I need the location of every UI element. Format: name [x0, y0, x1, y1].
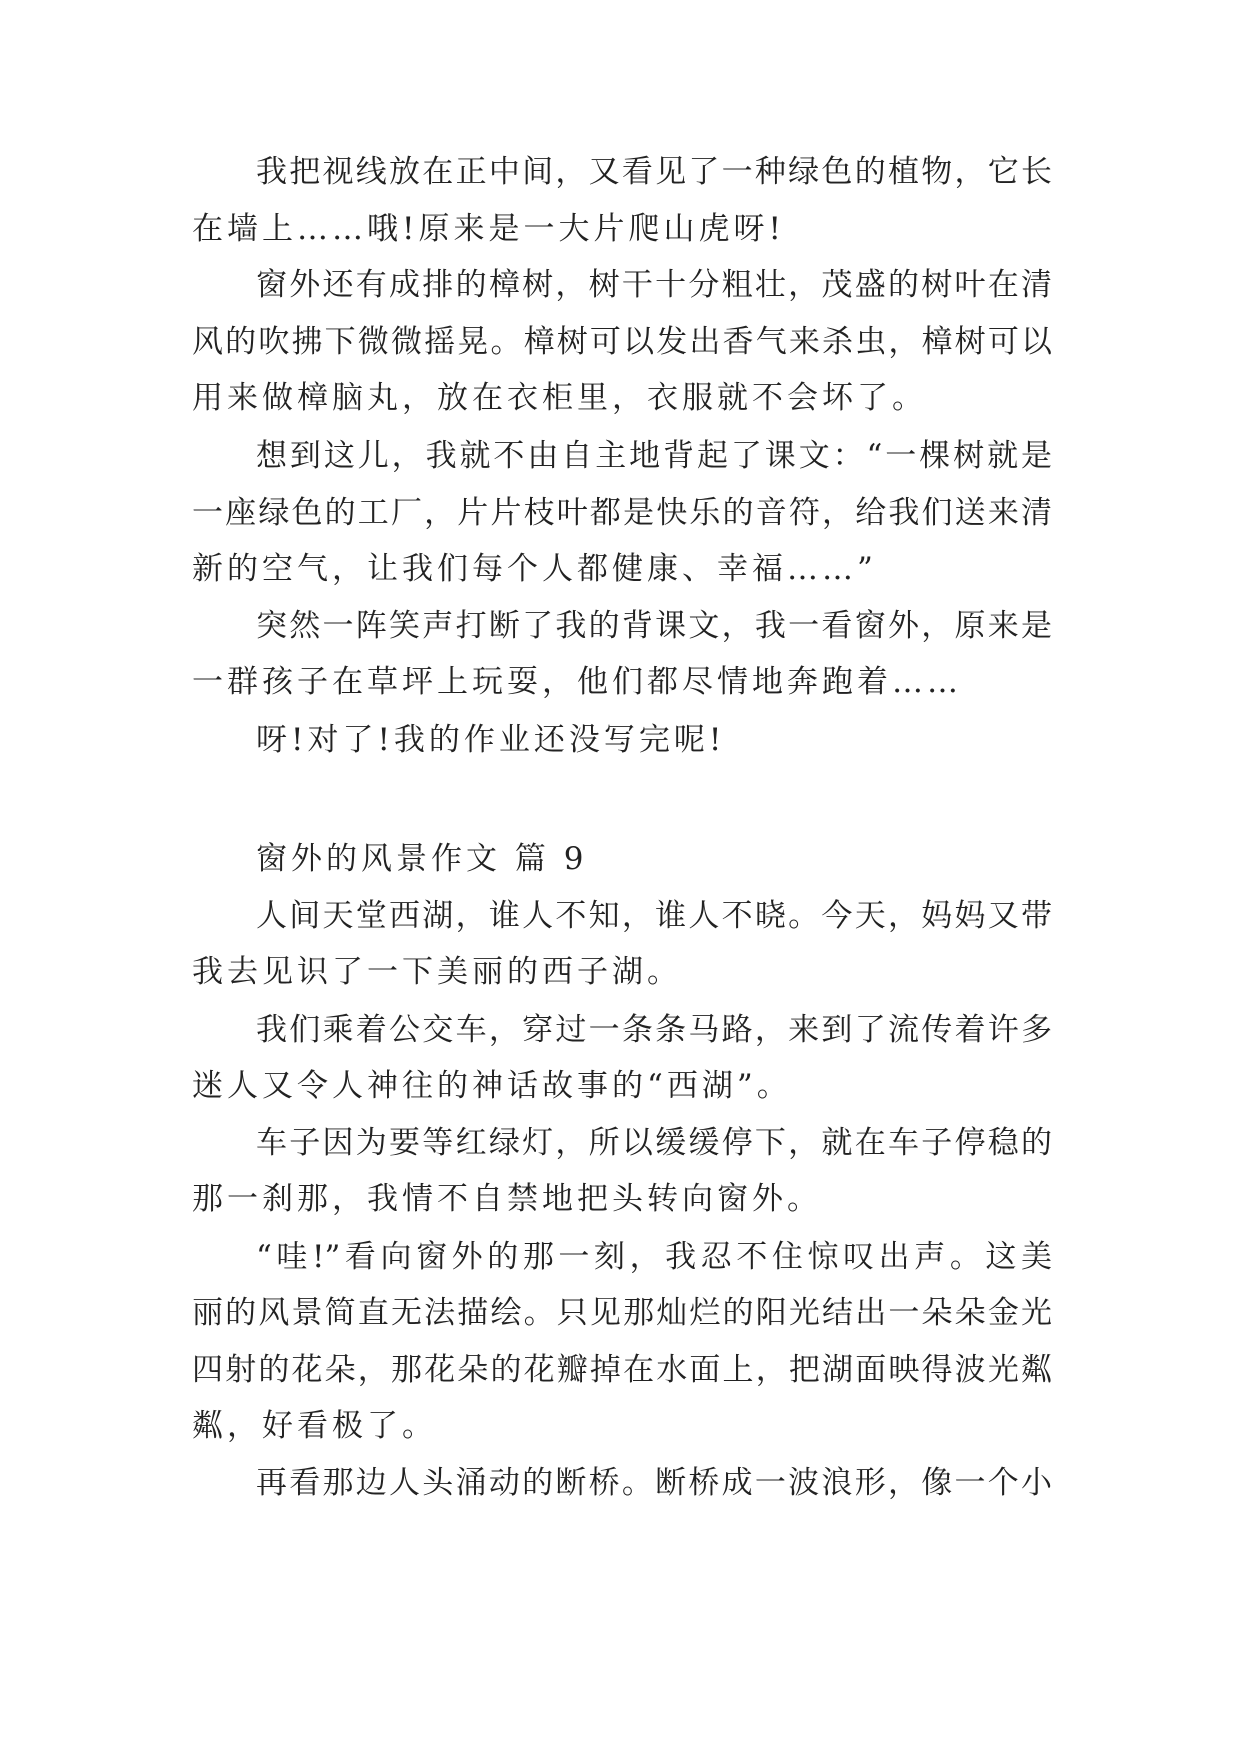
text-line: 粼，好看极了。 — [192, 1408, 437, 1444]
text-line: 我把视线放在正中间，又看见了一种绿色的植物，它长 — [256, 154, 1052, 190]
text-line: 人间天堂西湖，谁人不知，谁人不晓。今天，妈妈又带 — [256, 898, 1052, 934]
text-line: 风的吹拂下微微摇晃。樟树可以发出香气来杀虫，樟树可以 — [192, 324, 1052, 360]
text-line: 呀!对了!我的作业还没写完呢! — [256, 722, 726, 758]
text-line: 丽的风景简直无法描绘。只见那灿烂的阳光结出一朵朵金光 — [192, 1295, 1052, 1331]
text-line: 窗外还有成排的樟树，树干十分粗壮，茂盛的树叶在清 — [256, 267, 1052, 303]
text-line: 一群孩子在草坪上玩耍，他们都尽情地奔跑着…… — [192, 664, 962, 700]
text-line: 用来做樟脑丸，放在衣柜里，衣服就不会坏了。 — [192, 380, 927, 416]
section-heading: 窗外的风景作文 篇 9 — [256, 841, 588, 877]
text-line: 再看那边人头涌动的断桥。断桥成一波浪形，像一个小 — [256, 1465, 1052, 1501]
text-line: 我去见识了一下美丽的西子湖。 — [192, 954, 682, 990]
text-line: 那一刹那，我情不自禁地把头转向窗外。 — [192, 1181, 822, 1217]
text-line: 四射的花朵，那花朵的花瓣掉在水面上，把湖面映得波光粼 — [192, 1352, 1052, 1388]
text-line: 迷人又令人神往的神话故事的“西湖”。 — [192, 1068, 792, 1104]
text-line: “哇!”看向窗外的那一刻，我忍不住惊叹出声。这美 — [256, 1239, 1052, 1275]
text-line: 想到这儿，我就不由自主地背起了课文：“一棵树就是 — [256, 438, 1052, 474]
text-line: 新的空气，让我们每个人都健康、幸福……” — [192, 551, 877, 587]
text-line: 一座绿色的工厂，片片枝叶都是快乐的音符，给我们送来清 — [192, 495, 1052, 531]
text-line: 我们乘着公交车，穿过一条条马路，来到了流传着许多 — [256, 1012, 1052, 1048]
text-line: 车子因为要等红绿灯，所以缓缓停下，就在车子停稳的 — [256, 1125, 1052, 1161]
text-line: 突然一阵笑声打断了我的背课文，我一看窗外，原来是 — [256, 608, 1052, 644]
text-line: 在墙上……哦!原来是一大片爬山虎呀! — [192, 211, 785, 247]
